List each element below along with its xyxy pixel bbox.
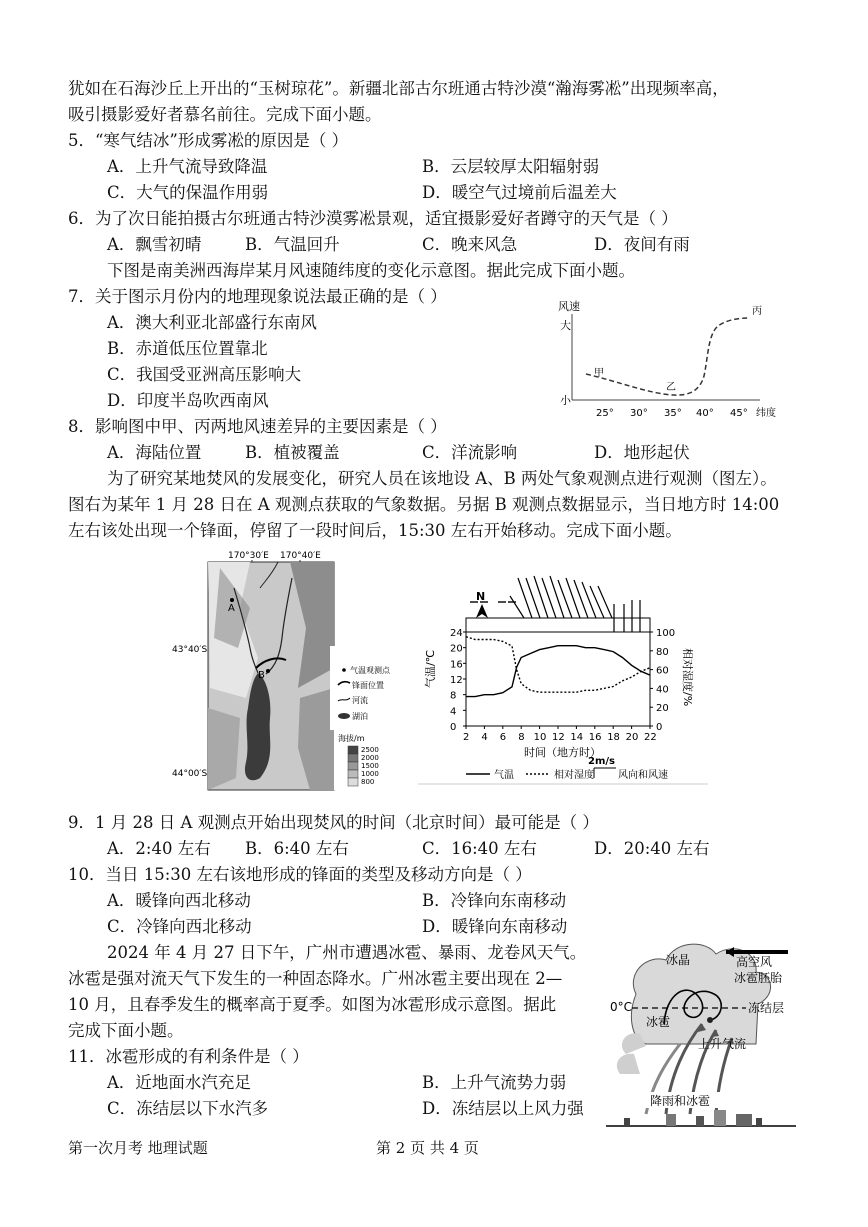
wind-arrow: [590, 586, 604, 618]
q8-stem: 8．影响图中甲、丙两地风速差异的主要因素是（ ）: [68, 417, 447, 436]
map-lat-label-2: 44°00′S: [172, 769, 208, 779]
map-point-b-label: B: [258, 670, 265, 681]
wind-chart-label-bing: 丙: [752, 306, 762, 317]
q7-option-a[interactable]: A．澳大利亚北部盛行东南风: [107, 313, 317, 332]
foehn-intro-3: 左右该处出现一个锋面，停留了一段时间后，15:30 左右开始移动。完成下面小题。: [68, 521, 682, 540]
y-right-tick-label: 100: [656, 628, 676, 639]
intro-line-2: 吸引摄影爱好者慕名前往。完成下面小题。: [68, 105, 382, 124]
q10-stem: 10．当日 15:30 左右该地形成的锋面的类型及移动方向是（ ）: [68, 865, 532, 884]
y-left-ticks: [450, 628, 466, 733]
map-legend-lake: 湖泊: [352, 712, 368, 721]
north-label: N: [476, 590, 486, 603]
hail-intro-1: 2024 年 4 月 27 日下午，广州市遭遇冰雹、暴雨、龙卷风天气。: [107, 943, 587, 962]
x-tick-label: 4: [481, 732, 488, 743]
map-elev-title: 海拔/m: [338, 734, 365, 743]
q11-option-b[interactable]: B．上升气流势力弱: [422, 1073, 567, 1092]
y-right-ticks: [650, 628, 675, 733]
hail-intro-4: 完成下面小题。: [68, 1021, 184, 1040]
wind-chart-label-jia: 甲: [594, 368, 604, 379]
q10-option-b[interactable]: B．冷锋向东南移动: [422, 891, 567, 910]
q5-stem: 5．“寒气结冰”形成雾凇的原因是（ ）: [68, 131, 349, 150]
y-left-tick-label: 8: [450, 690, 457, 702]
q7-option-b[interactable]: B．赤道低压位置靠北: [107, 339, 268, 358]
map-elev-1000: 1000: [361, 770, 379, 778]
series-temperature-line: [466, 646, 650, 697]
map-legend-river: 河流: [352, 696, 368, 705]
x-ticks: [463, 726, 657, 743]
y-left-tick-label: 16: [450, 659, 463, 671]
x-tick-label: 8: [518, 732, 525, 743]
q8-option-d[interactable]: D．地形起伏: [594, 443, 690, 462]
ylabel-right: 相对湿度/%: [681, 648, 694, 707]
q5-option-a[interactable]: A．上升气流导致降温: [107, 157, 268, 176]
x-tick-label: 6: [499, 732, 507, 743]
wind-chart-xtick-30: 30°: [630, 408, 648, 419]
x-tick-label: 14: [570, 732, 584, 743]
y-right-tick-label: 80: [656, 646, 669, 658]
q10-option-a[interactable]: A．暖锋向西北移动: [107, 891, 251, 910]
wind-chart-xtick-25: 25°: [596, 408, 614, 419]
wind-arrow: [566, 578, 580, 618]
wind-arrow: [542, 578, 556, 618]
q6-option-c[interactable]: C．晚来风急: [422, 235, 518, 254]
meteorological-chart: [418, 556, 708, 792]
x-tick-label: 18: [607, 732, 620, 743]
map-elev-2500: 2500: [361, 746, 379, 754]
map-lon-label-1: 170°30′E: [228, 551, 269, 561]
y-right-tick-label: 40: [656, 684, 669, 696]
q5-option-c[interactable]: C．大气的保温作用弱: [107, 183, 269, 202]
legend-wind: 风向和风速: [618, 770, 668, 781]
x-tick-label: 16: [588, 732, 602, 743]
wind-scale-label: 2m/s: [588, 756, 615, 767]
y-left-tick-label: 0: [450, 722, 457, 733]
q11-option-d[interactable]: D．冻结层以上风力强: [422, 1099, 584, 1118]
q8-option-c[interactable]: C．洋流影响: [422, 443, 518, 462]
hail-intro-2: 冰雹是强对流天气下发生的一种固态降水。广州冰雹主要出现在 2—: [68, 969, 563, 988]
q7-option-d[interactable]: D．印度半岛吹西南风: [107, 391, 269, 410]
q6-stem: 6．为了次日能拍摄古尔班通古特沙漠雾凇景观，适宜摄影爱好者蹲守的天气是（ ）: [68, 209, 678, 228]
wind-chart-xlabel: 纬度: [756, 408, 776, 419]
x-tick-label: 20: [625, 732, 639, 743]
y-right-tick-label: 0: [656, 722, 663, 733]
q6-option-b[interactable]: B．气温回升: [245, 235, 340, 254]
legend-temperature: 气温: [494, 770, 514, 781]
wind-chart-xtick-40: 40°: [696, 408, 714, 419]
y-left-tick-label: 4: [450, 706, 457, 718]
map-elev-1500: 1500: [361, 762, 379, 770]
wind-chart-label-yi: 乙: [666, 382, 676, 393]
q5-option-b[interactable]: B．云层较厚太阳辐射弱: [422, 157, 600, 176]
map-point-b: [266, 669, 270, 673]
q11-stem: 11．冰雹形成的有利条件是（ ）: [68, 1047, 309, 1066]
terrain-map: [172, 548, 390, 793]
wind-arrow: [582, 582, 596, 618]
map-legend-front: 锋面位置: [352, 681, 384, 690]
x-tick-label: 22: [644, 732, 657, 743]
y-right-tick-label: 60: [656, 665, 669, 677]
map-elev-2000: 2000: [361, 754, 379, 762]
footer-page: 第 2 页 共 4 页: [376, 1139, 479, 1157]
hail-label-ice-crystal: 冰晶: [666, 953, 691, 967]
q8-option-a[interactable]: A．海陆位置: [107, 443, 202, 462]
wind-arrow: [534, 576, 548, 618]
hail-label-hail: 冰雹: [646, 1015, 671, 1029]
y-right-tick-label: 20: [656, 703, 669, 715]
q11-option-a[interactable]: A．近地面水汽充足: [107, 1073, 251, 1092]
wind-arrow: [574, 580, 588, 618]
q7-stem: 7．关于图示月份内的地理现象说法最正确的是（ ）: [68, 287, 447, 306]
wind-intro: 下图是南美洲西海岸某月风速随纬度的变化示意图。据此完成下面小题。: [107, 261, 635, 280]
q9-option-d[interactable]: D．20:40 左右: [594, 839, 710, 858]
hail-label-updraft: 上升气流: [698, 1037, 747, 1051]
hail-label-upper-wind: 高空风: [736, 955, 773, 969]
wind-arrow: [550, 576, 564, 618]
wind-chart-xtick-45: 45°: [730, 408, 748, 419]
q6-option-a[interactable]: A．飘雪初晴: [107, 235, 202, 254]
hail-intro-3: 10 月，且春季发生的概率高于夏季。如图为冰雹形成示意图。据此: [68, 995, 557, 1014]
y-left-tick-label: 20: [450, 643, 463, 655]
hail-label-rain-and-hail: 降雨和冰雹: [650, 1094, 711, 1108]
x-tick-label: 10: [533, 732, 547, 743]
wind-arrow: [510, 596, 524, 618]
footer-left: 第一次月考 地理试题: [68, 1139, 208, 1157]
wind-chart-y-high: 大: [560, 319, 571, 332]
map-lon-label-2: 170°40′E: [280, 551, 321, 561]
wind-speed-chart: [550, 298, 790, 422]
wind-chart-xtick-35: 35°: [664, 408, 682, 419]
y-left-tick-label: 12: [450, 675, 463, 686]
hail-label-zero-c: 0°C: [610, 1000, 633, 1014]
q9-option-a[interactable]: A．2:40 左右: [107, 839, 211, 858]
north-arrow-icon: [476, 604, 488, 618]
wind-arrows: [470, 576, 640, 632]
wind-chart-y-low: 小: [560, 394, 571, 407]
wind-arrow: [558, 580, 572, 618]
wind-chart-ylabel: 风速: [558, 300, 580, 313]
q8-option-b[interactable]: B．植被覆盖: [245, 443, 340, 462]
map-lat-label-1: 43°40′S: [172, 645, 208, 655]
ylabel-left: 气温/℃: [424, 649, 437, 688]
map-legend-point: 气温观测点: [350, 666, 390, 675]
map-elev-800: 800: [361, 778, 375, 786]
map-point-a-label: A: [228, 603, 235, 614]
q5-option-d[interactable]: D．暖空气过境前后温差大: [422, 183, 617, 202]
q10-option-d[interactable]: D．暖锋向东南移动: [422, 917, 568, 936]
wind-arrow: [598, 586, 612, 618]
foehn-intro-1: 为了研究某地焚风的发展变化，研究人员在该地设 A、B 两处气象观测点进行观测（图左）。: [107, 469, 777, 488]
x-tick-label: 2: [463, 732, 470, 743]
q7-option-c[interactable]: C．我国受亚洲高压影响大: [107, 365, 302, 384]
intro-line-1: 犹如在石海沙丘上开出的“玉树琼花”。新疆北部古尔班通古特沙漠“瀚海雾凇”出现频率高，: [68, 79, 729, 98]
q6-option-d[interactable]: D．夜间有雨: [594, 235, 690, 254]
xlabel: 时间（地方时）: [524, 746, 601, 759]
hail-label-embryo: 冰雹胚胎: [734, 971, 783, 985]
q10-option-c[interactable]: C．冷锋向西北移动: [107, 917, 252, 936]
q9-option-b[interactable]: B．6:40 左右: [245, 839, 349, 858]
x-tick-label: 12: [552, 732, 565, 743]
q9-stem: 9．1 月 28 日 A 观测点开始出现焚风的时间（北京时间）最可能是（ ）: [68, 813, 599, 832]
map-point-a: [230, 598, 234, 602]
legend-humidity: 相对湿度: [554, 770, 594, 781]
q9-option-c[interactable]: C．16:40 左右: [422, 839, 537, 858]
wind-arrow: [526, 578, 540, 618]
y-left-tick-label: 24: [450, 628, 463, 639]
hail-formation-diagram: [606, 934, 796, 1130]
foehn-intro-2: 图右为某年 1 月 28 日在 A 观测点获取的气象数据。另据 B 观测点数据显示，当日地方时 14:00: [68, 495, 780, 514]
q11-option-c[interactable]: C．冻结层以下水汽多: [107, 1099, 269, 1118]
hail-label-freezing-level: 冻结层: [748, 1001, 785, 1015]
